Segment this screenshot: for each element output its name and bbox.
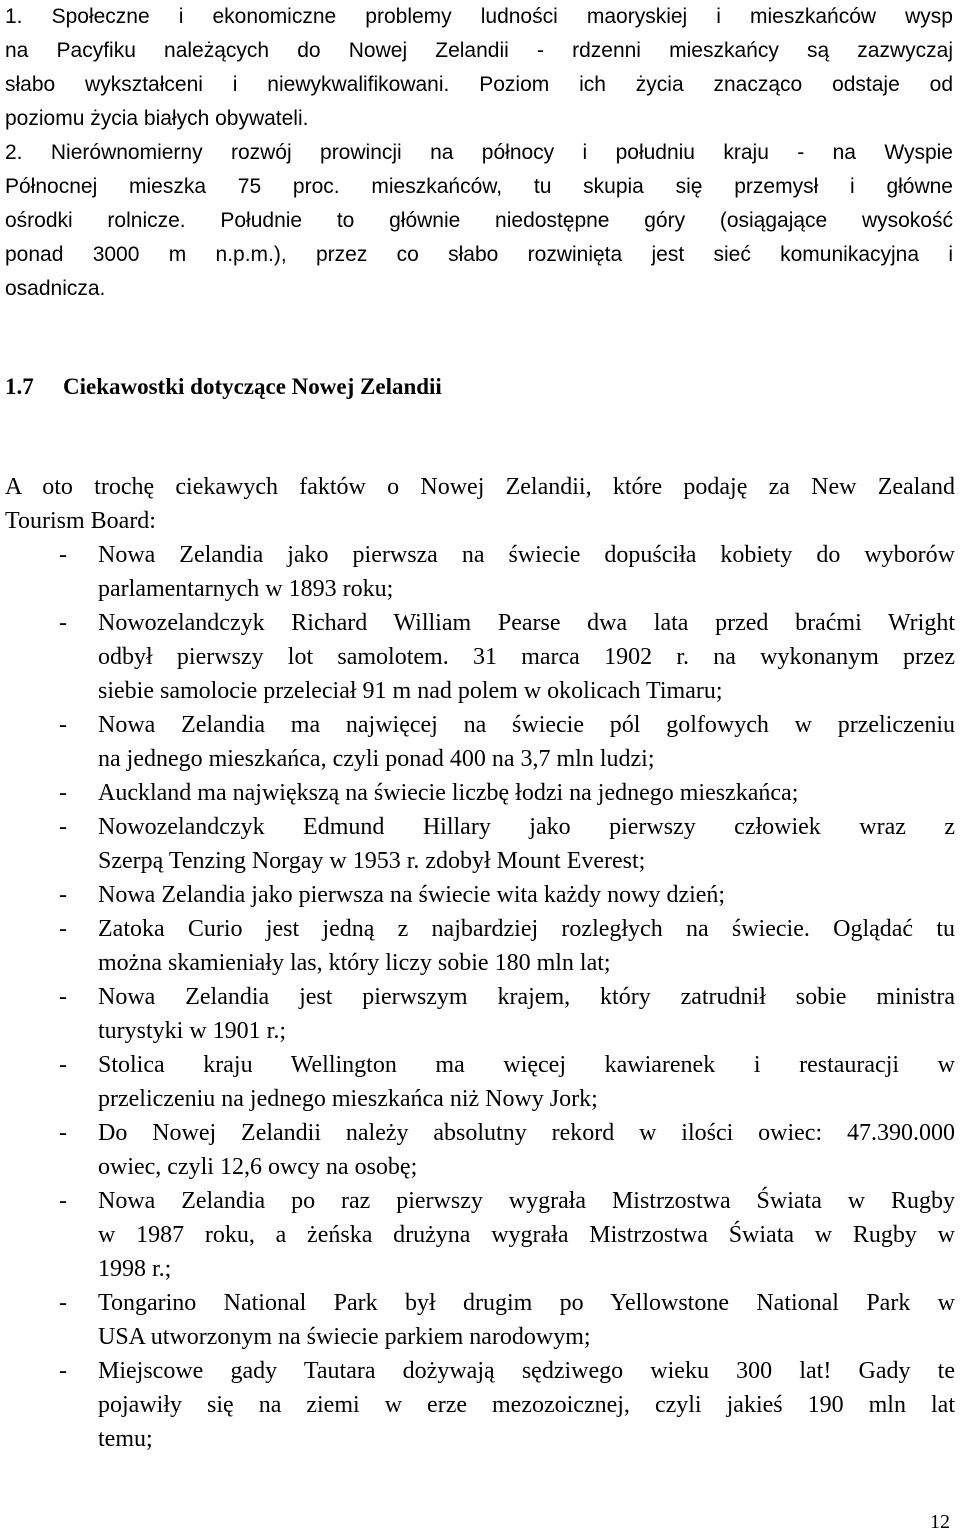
bullet-dash: - (59, 610, 67, 636)
fact-line: Nowa Zelandia jako pierwsza na świecie dopuściła kobiety do wyborów (98, 542, 955, 568)
fact-line: Do Nowej Zelandii należy absolutny rekord w ilości owiec: 47.390.000 (98, 1120, 955, 1146)
fact-line: przeliczeniu na jednego mieszkańca niż Nowy Jork; (98, 1086, 598, 1112)
bullet-dash: - (59, 1120, 67, 1146)
fact-line: Stolica kraju Wellington ma więcej kawiarenek i restauracji w (98, 1052, 955, 1078)
text-line: 1. Społeczne i ekonomiczne problemy ludności maoryskiej i mieszkańców wysp (5, 5, 953, 28)
text-line: ośrodki rolnicze. Południe to głównie niedostępne góry (osiągające wysokość (5, 209, 953, 232)
bullet-dash: - (59, 916, 67, 942)
fact-line: temu; (98, 1426, 153, 1452)
fact-line: odbył pierwszy lot samolotem. 31 marca 1902 r. na wykonanym przez (98, 644, 955, 670)
fact-line: Nowa Zelandia jest pierwszym krajem, który zatrudnił sobie ministra (98, 984, 955, 1010)
fact-line: pojawiły się na ziemi w erze mezozoicznej, czyli jakieś 190 mln lat (98, 1392, 955, 1418)
bullet-dash: - (59, 780, 67, 806)
bullet-dash: - (59, 882, 67, 908)
paragraph-social-problems (5, 0, 953, 136)
fact-line: Zatoka Curio jest jedną z najbardziej rozległych na świecie. Oglądać tu (98, 916, 955, 942)
page-number: 12 (930, 1511, 950, 1533)
text-line: osadnicza. (5, 277, 106, 300)
fact-line: można skamieniały las, który liczy sobie 180 mln lat; (98, 950, 611, 976)
fact-line: Nowozelandczyk Richard William Pearse dwa lata przed braćmi Wright (98, 610, 955, 636)
bullet-dash: - (59, 814, 67, 840)
fact-line: turystyki w 1901 r.; (98, 1018, 287, 1044)
fact-line: Miejscowe gady Tautara dożywają sędziwego wieku 300 lat! Gady te (98, 1358, 955, 1384)
section-number: 1.7 (5, 374, 34, 399)
fact-line: siebie samolocie przeleciał 91 m nad polem w okolicach Timaru; (98, 678, 723, 704)
text-line: Północnej mieszka 75 proc. mieszkańców, tu skupia się przemysł i główne (5, 175, 953, 198)
section-heading (5, 370, 442, 404)
bullet-dash: - (59, 984, 67, 1010)
bullet-dash: - (59, 1052, 67, 1078)
text-line: ponad 3000 m n.p.m.), przez co słabo rozwinięta jest sieć komunikacyjna i (5, 243, 953, 266)
fact-line: owiec, czyli 12,6 owcy na osobę; (98, 1154, 418, 1180)
fact-line: Nowozelandczyk Edmund Hillary jako pierwszy człowiek wraz z (98, 814, 955, 840)
text-line: 2. Nierównomierny rozwój prowincji na północy i południu kraju - na Wyspie (5, 141, 953, 164)
paragraph-uneven-development (5, 136, 953, 306)
fact-line: 1998 r.; (98, 1256, 172, 1282)
bullet-dash: - (59, 542, 67, 568)
fact-line: Nowa Zelandia ma najwięcej na świecie pól golfowych w przeliczeniu (98, 712, 955, 738)
fact-line: w 1987 roku, a żeńska drużyna wygrała Mistrzostwa Świata w Rugby w (98, 1222, 955, 1248)
text-line: słabo wykształceni i niewykwalifikowani. Poziom ich życia znacząco odstaje od (5, 73, 953, 96)
fact-line: USA utworzonym na świecie parkiem narodowym; (98, 1324, 591, 1350)
intro-line: A oto trochę ciekawych faktów o Nowej Zelandii, które podaję za New Zealand (5, 474, 955, 500)
fact-line: parlamentarnych w 1893 roku; (98, 576, 394, 602)
fact-line: Auckland ma największą na świecie liczbę łodzi na jednego mieszkańca; (98, 780, 799, 806)
fact-line: Tongarino National Park był drugim po Yellowstone National Park w (98, 1290, 955, 1316)
bullet-dash: - (59, 712, 67, 738)
text-line: na Pacyfiku należących do Nowej Zelandii - rdzenni mieszkańcy są zazwyczaj (5, 39, 953, 62)
bullet-dash: - (59, 1188, 67, 1214)
fact-line: Nowa Zelandia po raz pierwszy wygrała Mistrzostwa Świata w Rugby (98, 1188, 955, 1214)
section-title: Ciekawostki dotyczące Nowej Zelandii (63, 374, 442, 399)
bullet-dash: - (59, 1358, 67, 1384)
fact-line: Nowa Zelandia jako pierwsza na świecie wita każdy nowy dzień; (98, 882, 726, 908)
fact-line: na jednego mieszkańca, czyli ponad 400 na 3,7 mln ludzi; (98, 746, 655, 772)
intro-line: Tourism Board: (5, 508, 156, 534)
fact-line: Szerpą Tenzing Norgay w 1953 r. zdobył Mount Everest; (98, 848, 646, 874)
text-line: poziomu życia białych obywateli. (5, 107, 309, 130)
bullet-dash: - (59, 1290, 67, 1316)
